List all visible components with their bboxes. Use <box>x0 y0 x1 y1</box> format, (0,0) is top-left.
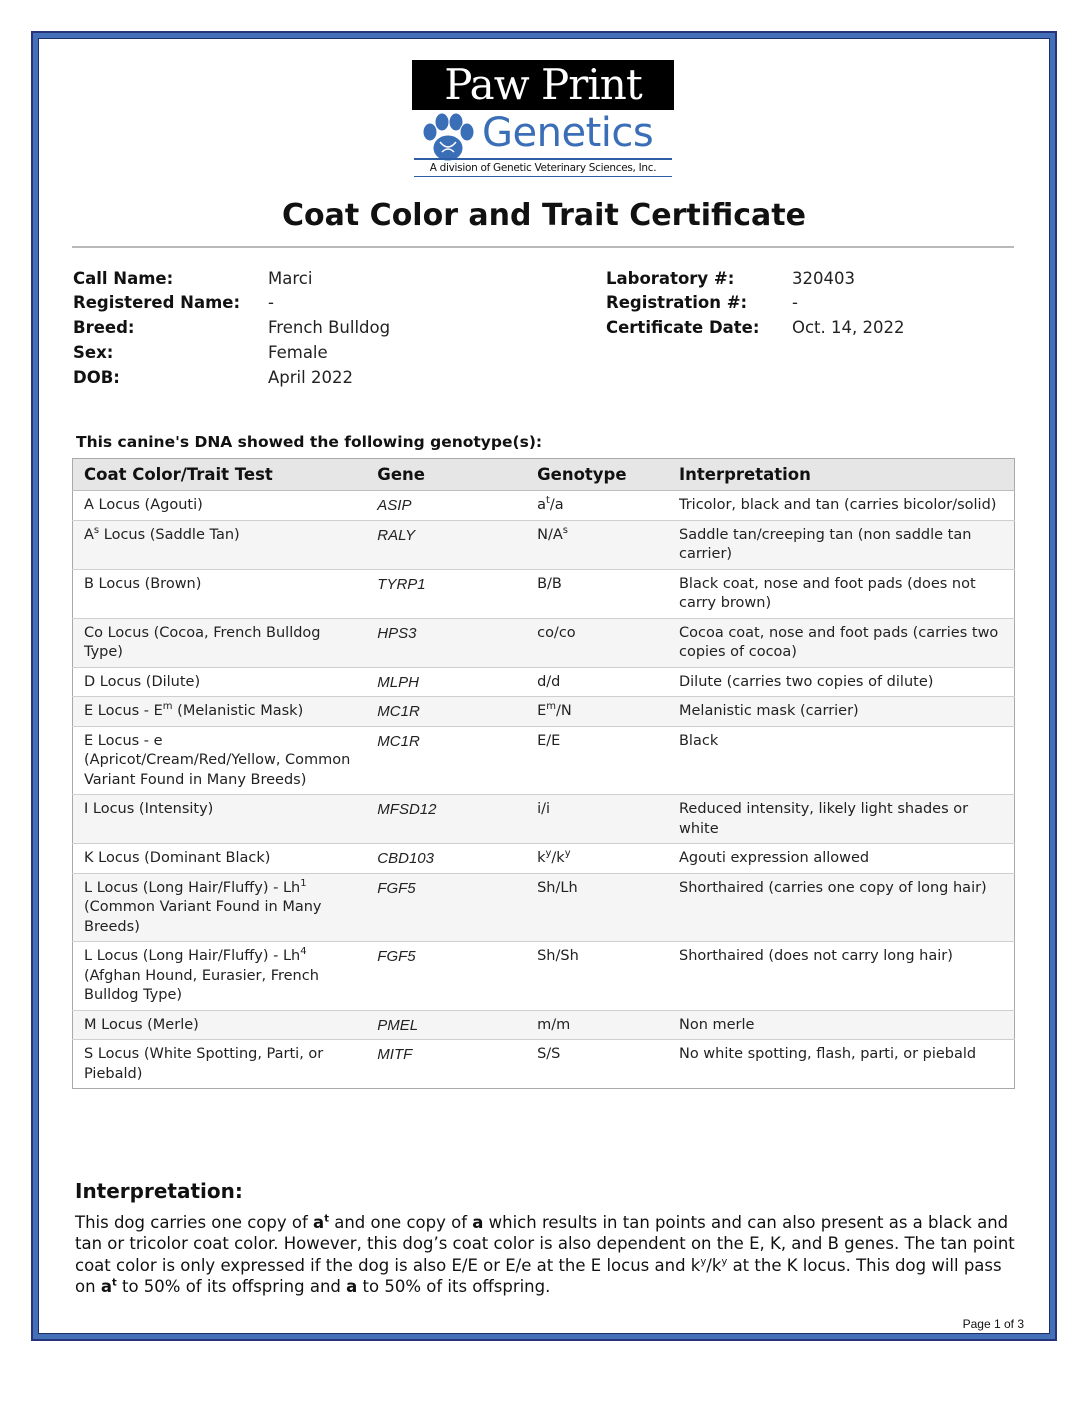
interpretation-cell: Tricolor, black and tan (carries bicolor/solid) <box>668 491 1015 521</box>
interpretation-cell: Reduced intensity, likely light shades or white <box>668 795 1015 844</box>
test-cell: E Locus - $E^m$ (Melanistic Mask) <box>73 697 367 727</box>
table-row <box>73 618 1015 667</box>
table-header-row <box>73 459 1015 491</box>
gene-cell: MFSD12 <box>366 795 526 844</box>
sex-value: Female <box>268 343 328 362</box>
interpretation-paragraph: This dog carries one copy of $a^t$ and one copy of a which results in tan points and can also present as a black and tan or tricolor coat color. However, this dog’s coat color is also dependent on the E, K, and B genes. The tan point coat color is only expressed if the dog is also E/E or E/e at the E locus and $k^y/k^y$ at the K locus. This dog will pass on $a^t$ to 50% of its offspring and a to 50% of its offspring. <box>75 1213 1015 1296</box>
gene-cell: HPS3 <box>366 618 526 667</box>
table-row <box>73 569 1015 618</box>
test-cell: $A^s$ Locus (Saddle Tan) <box>73 520 367 569</box>
breed-value: French Bulldog <box>268 318 391 337</box>
logo-divider <box>414 176 672 177</box>
interpretation-cell: Cocoa coat, nose and foot pads (carries two copies of cocoa) <box>668 618 1015 667</box>
certificate-title: Coat Color and Trait Certificate <box>282 198 806 233</box>
genotype-cell: $N/A^s$ <box>526 520 668 569</box>
table-row <box>73 844 1015 874</box>
genotype-cell: m/m <box>526 1010 668 1040</box>
gene-cell: MITF <box>366 1040 526 1089</box>
breed-label: Breed: <box>73 318 135 337</box>
gene-cell: RALY <box>366 520 526 569</box>
table-row <box>73 697 1015 727</box>
test-cell: B Locus (Brown) <box>73 569 367 618</box>
gene-cell: PMEL <box>366 1010 526 1040</box>
test-cell: A Locus (Agouti) <box>73 491 367 521</box>
column-header-genotype: Genotype <box>526 459 668 491</box>
table-row <box>73 873 1015 942</box>
column-header-interpretation: Interpretation <box>668 459 1015 491</box>
test-cell: M Locus (Merle) <box>73 1010 367 1040</box>
gene-cell: TYRP1 <box>366 569 526 618</box>
paw-print-genetics-logo <box>412 60 674 178</box>
registered-name-label: Registered Name: <box>73 293 241 312</box>
laboratory-number-value: 320403 <box>792 269 855 288</box>
table-row <box>73 520 1015 569</box>
registered-name-value: - <box>268 293 274 312</box>
page-number: Page 1 of 3 <box>962 1317 1024 1331</box>
genotype-cell: d/d <box>526 667 668 697</box>
title-divider <box>72 246 1014 248</box>
genotype-cell: Sh/Sh <box>526 942 668 1011</box>
test-cell: I Locus (Intensity) <box>73 795 367 844</box>
gene-cell: MLPH <box>366 667 526 697</box>
test-cell: S Locus (White Spotting, Parti, or Piebald) <box>73 1040 367 1089</box>
interpretation-cell: Black coat, nose and foot pads (does not carry brown) <box>668 569 1015 618</box>
interpretation-cell: Non merle <box>668 1010 1015 1040</box>
dob-value: April 2022 <box>268 368 353 387</box>
logo-division-text: A division of Genetic Veterinary Sciences, Inc. <box>429 162 657 174</box>
test-cell: K Locus (Dominant Black) <box>73 844 367 874</box>
genotype-cell: co/co <box>526 618 668 667</box>
interpretation-cell: Melanistic mask (carrier) <box>668 697 1015 727</box>
table-row <box>73 491 1015 521</box>
genotype-heading: This canine's DNA showed the following genotype(s): <box>76 433 543 451</box>
call-name-label: Call Name: <box>73 269 174 288</box>
genotype-cell: i/i <box>526 795 668 844</box>
genotype-cell: B/B <box>526 569 668 618</box>
gene-cell: CBD103 <box>366 844 526 874</box>
interpretation-cell: Dilute (carries two copies of dilute) <box>668 667 1015 697</box>
registration-number-label: Registration #: <box>606 293 748 312</box>
genotype-cell: Sh/Lh <box>526 873 668 942</box>
certificate-date-label: Certificate Date: <box>606 318 760 337</box>
test-cell: E Locus - e (Apricot/Cream/Red/Yellow, Common Variant Found in Many Breeds) <box>73 726 367 795</box>
test-cell: D Locus (Dilute) <box>73 667 367 697</box>
table-row <box>73 726 1015 795</box>
table-row <box>73 1040 1015 1089</box>
column-header-gene: Gene <box>366 459 526 491</box>
call-name-value: Marci <box>268 269 313 288</box>
gene-cell: ASIP <box>366 491 526 521</box>
registration-number-value: - <box>792 293 798 312</box>
genotype-cell: S/S <box>526 1040 668 1089</box>
test-cell: L Locus (Long Hair/Fluffy) - Lh$^1$ (Common Variant Found in Many Breeds) <box>73 873 367 942</box>
gene-cell: FGF5 <box>366 942 526 1011</box>
column-header-test: Coat Color/Trait Test <box>73 459 367 491</box>
gene-cell: MC1R <box>366 697 526 727</box>
genotype-cell: $E^m/N$ <box>526 697 668 727</box>
logo-top-text: Paw Print <box>412 60 674 110</box>
table-row <box>73 1010 1015 1040</box>
gene-cell: MC1R <box>366 726 526 795</box>
genotype-cell: E/E <box>526 726 668 795</box>
laboratory-number-label: Laboratory #: <box>606 269 735 288</box>
logo-bottom-text: Genetics <box>482 110 654 156</box>
table-row <box>73 667 1015 697</box>
interpretation-cell: Black <box>668 726 1015 795</box>
interpretation-cell: Shorthaired (carries one copy of long hair) <box>668 873 1015 942</box>
interpretation-cell: Shorthaired (does not carry long hair) <box>668 942 1015 1011</box>
certificate-date-value: Oct. 14, 2022 <box>792 318 905 337</box>
dob-label: DOB: <box>73 368 120 387</box>
sex-label: Sex: <box>73 343 114 362</box>
table-row <box>73 942 1015 1011</box>
interpretation-cell: Agouti expression allowed <box>668 844 1015 874</box>
interpretation-cell: No white spotting, flash, parti, or piebald <box>668 1040 1015 1089</box>
interpretation-cell: Saddle tan/creeping tan (non saddle tan carrier) <box>668 520 1015 569</box>
table-row <box>73 795 1015 844</box>
genotype-cell: $a^t/a$ <box>526 491 668 521</box>
interpretation-heading: Interpretation: <box>75 1179 243 1203</box>
test-cell: Co Locus (Cocoa, French Bulldog Type) <box>73 618 367 667</box>
genotype-results-table <box>72 458 1015 1089</box>
gene-cell: FGF5 <box>366 873 526 942</box>
test-cell: L Locus (Long Hair/Fluffy) - Lh$^4$ (Afghan Hound, Eurasier, French Bulldog Type) <box>73 942 367 1011</box>
genotype-cell: $k^y/k^y$ <box>526 844 668 874</box>
